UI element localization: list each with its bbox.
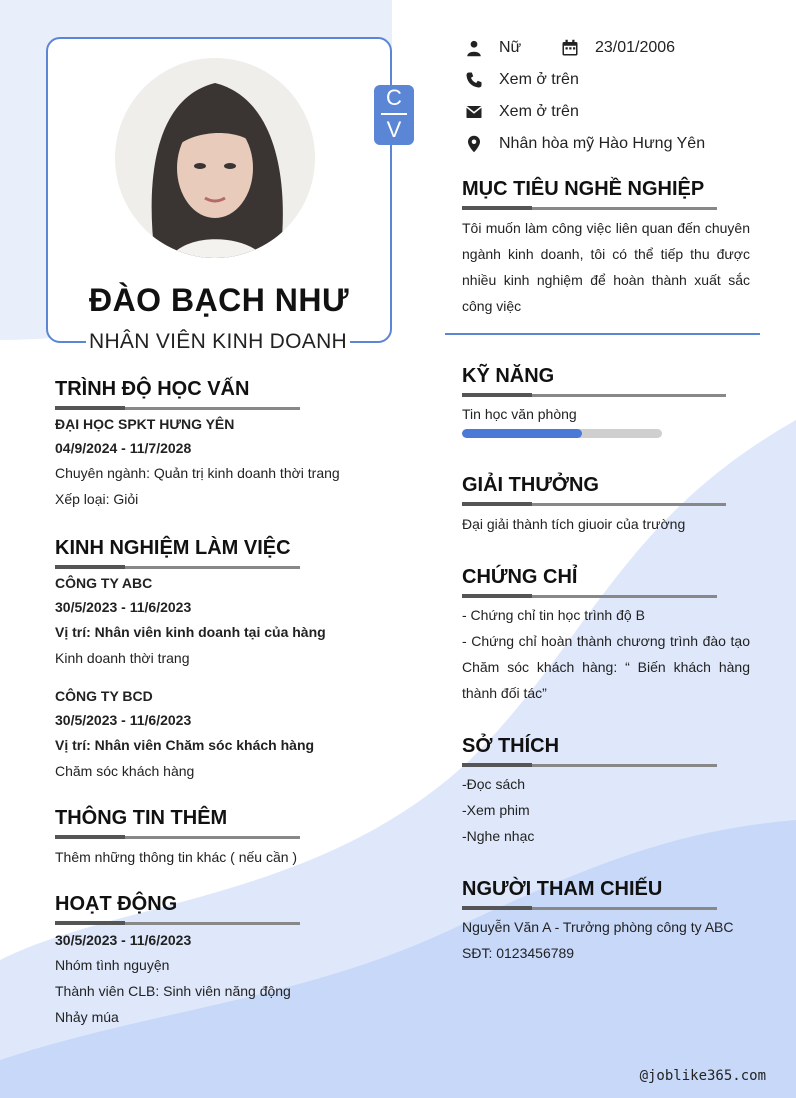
activities-heading: HOẠT ĐỘNG [55, 893, 178, 915]
skill-level-fill [462, 429, 582, 438]
phone-icon [465, 71, 483, 89]
hobbies-section [462, 735, 717, 767]
education-details [55, 412, 415, 512]
hobby-item: -Đọc sách [462, 776, 526, 792]
contact-email: Xem ở trên [465, 100, 665, 124]
extra-section [55, 807, 300, 839]
contact-phone: Xem ở trên [465, 68, 665, 92]
job-position: Vị trí: Nhân viên Chăm sóc khách hàng [55, 737, 315, 753]
references-heading: NGƯỜI THAM CHIẾU [462, 878, 663, 900]
activities-section [55, 893, 300, 925]
cv-badge-letter: V [386, 117, 402, 142]
education-section [55, 378, 300, 410]
cv-badge [374, 85, 414, 145]
objective-section [462, 178, 717, 210]
activities-details [55, 928, 415, 1030]
references-section [462, 878, 717, 910]
candidate-name: ĐÀO BẠCH NHƯ [88, 282, 350, 318]
education-major: Chuyên ngành: Quản trị kinh doanh thời trang [55, 465, 340, 481]
cv-badge-letter: C [386, 85, 402, 110]
skills-section [462, 365, 726, 397]
skills-heading: KỸ NĂNG [462, 365, 555, 387]
hobbies-list [462, 771, 742, 849]
footer-watermark: @joblike365.com [639, 1068, 766, 1084]
education-heading: TRÌNH ĐỘ HỌC VẤN [55, 378, 250, 400]
job-company: CÔNG TY BCD [55, 688, 153, 704]
contact-gender: Nữ [465, 36, 565, 60]
activity-item: Nhảy múa [55, 1009, 119, 1025]
calendar-icon [561, 39, 579, 57]
hobby-item: -Nghe nhạc [462, 828, 535, 844]
divider [445, 333, 760, 335]
extra-heading: THÔNG TIN THÊM [55, 807, 228, 829]
job-title: NHÂN VIÊN KINH DOANH [86, 330, 350, 354]
awards-heading: GIẢI THƯỞNG [462, 474, 599, 496]
job-description: Chăm sóc khách hàng [55, 763, 195, 779]
certificates-heading: CHỨNG CHỈ [462, 566, 578, 588]
contact-birthday: 23/01/2006 [561, 36, 701, 60]
job-dates: 30/5/2023 - 11/6/2023 [55, 712, 192, 728]
hobby-item: -Xem phim [462, 802, 530, 818]
envelope-icon [465, 103, 483, 121]
objective-text: Tôi muốn làm công việc liên quan đến chuyên ngành kinh doanh, tôi có thể tiếp thu được nhiều kinh nghiệm để hoàn thành xuất sắc công việc [462, 220, 750, 314]
skill-name: Tin học văn phòng [462, 406, 577, 422]
avatar [115, 58, 315, 258]
experience-heading: KINH NGHIỆM LÀM VIỆC [55, 537, 291, 559]
job-company: CÔNG TY ABC [55, 575, 153, 591]
job-description: Kinh doanh thời trang [55, 650, 190, 666]
education-school: ĐẠI HỌC SPKT HƯNG YÊN [55, 416, 235, 432]
activity-item: Thành viên CLB: Sinh viên năng động [55, 983, 291, 999]
certificate-item: - Chứng chỉ hoàn thành chương trình đào tạo Chăm sóc khách hàng: “ Biến khách hàng thành đối tác” [462, 633, 750, 701]
activity-item: Nhóm tình nguyện [55, 957, 170, 973]
reference-line: SĐT: 0123456789 [462, 945, 575, 961]
education-rank: Xếp loại: Giỏi [55, 491, 139, 507]
experience-job [55, 571, 425, 671]
reference-line: Nguyễn Văn A - Trưởng phòng công ty ABC [462, 919, 734, 935]
objective-heading: MỤC TIÊU NGHỀ NGHIỆP [462, 178, 705, 200]
job-dates: 30/5/2023 - 11/6/2023 [55, 599, 192, 615]
certificates-section [462, 566, 717, 598]
person-icon [465, 39, 483, 57]
experience-job [55, 684, 425, 784]
education-dates: 04/9/2024 - 11/7/2028 [55, 440, 192, 456]
experience-section [55, 537, 300, 569]
job-position: Vị trí: Nhân viên kinh doanh tại của hàng [55, 624, 326, 640]
skill-level-bar [462, 429, 662, 438]
hobbies-heading: SỞ THÍCH [462, 735, 560, 757]
awards-text: Đại giải thành tích giuoir của trường [462, 516, 686, 532]
certificate-item: - Chứng chỉ tin học trình độ B [462, 607, 645, 623]
awards-section [462, 474, 726, 506]
contact-address: Nhân hòa mỹ Hào Hưng Yên [465, 132, 725, 156]
activities-dates: 30/5/2023 - 11/6/2023 [55, 932, 192, 948]
extra-text: Thêm những thông tin khác ( nếu cần ) [55, 849, 298, 865]
references-list [462, 914, 762, 966]
certificates-list [462, 602, 750, 706]
map-pin-icon [465, 135, 483, 153]
